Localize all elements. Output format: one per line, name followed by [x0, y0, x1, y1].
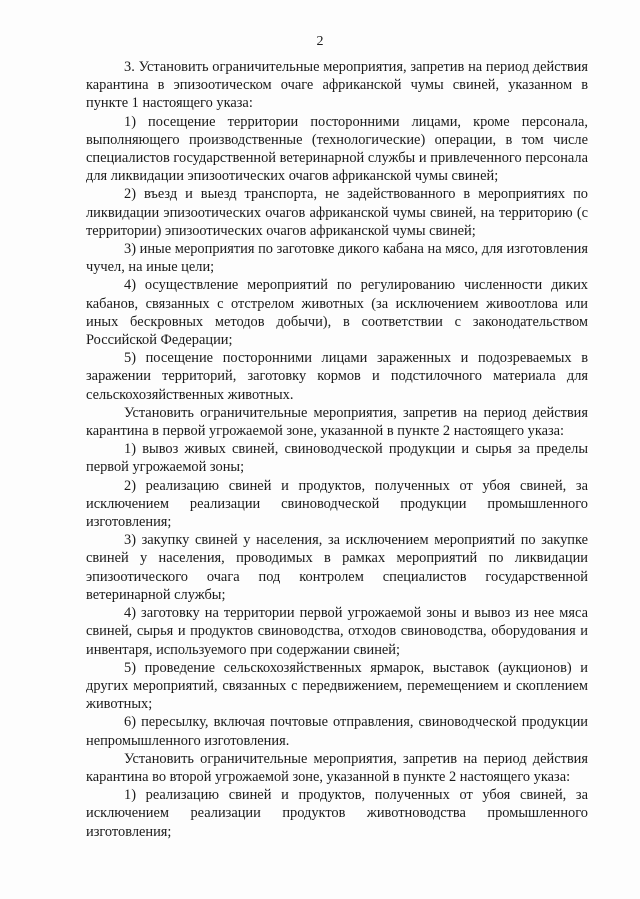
page-number: 2: [316, 34, 324, 49]
first-zone-item-3: 3) закупку свиней у населения, за исключением мероприятий по закупке свиней у населения, проводимых в рамках мероприятий по ликвидации эпизоотического очага под контролем специалистов государственной ветеринарной службы;: [86, 532, 588, 603]
first-zone-item-1: 1) вывоз живых свиней, свиноводческой продукции и сырья за пределы первой угрожаемой зоны;: [86, 441, 588, 476]
first-zone-item-6: 6) пересылку, включая почтовые отправления, свиноводческой продукции непромышленного изготовления.: [86, 714, 588, 749]
paragraph-3-item-5: 5) посещение посторонними лицами зараженных и подозреваемых в заражении территорий, заготовку кормов и подстилочного материала для сельскохозяйственных животных.: [86, 350, 588, 403]
paragraph-3-intro: 3. Установить ограничительные мероприятия, запретив на период действия карантина в эпизоотическом очаге африканской чумы свиней, указанном в пункте 1 настоящего указа:: [86, 59, 588, 112]
first-zone-item-4: 4) заготовку на территории первой угрожаемой зоны и вывоз из нее мяса свиней, сырья и продуктов свиноводства, отходов свиноводства, оборудования и инвентаря, используемого при содержании свиней;: [86, 605, 588, 658]
paragraph-3-item-3: 3) иные мероприятия по заготовке дикого кабана на мясо, для изготовления чучел, на иные цели;: [86, 241, 588, 276]
first-zone-item-5: 5) проведение сельскохозяйственных ярмарок, выставок (аукционов) и других мероприятий, связанных с передвижением, перемещением и скоплением животных;: [86, 659, 588, 713]
second-zone-intro: Установить ограничительные мероприятия, запретив на период действия карантина во второй угрожаемой зоне, указанной в пункте 2 настоящего указа:: [86, 750, 588, 785]
paragraph-3-item-2: 2) въезд и выезд транспорта, не задействованного в мероприятиях по ликвидации эпизоотических очагов африканской чумы свиней, на территорию (с территории) эпизоотических очагов африканской чумы свиней;: [86, 186, 588, 239]
first-zone-intro: Установить ограничительные мероприятия, запретив на период действия карантина в первой угрожаемой зоне, указанной в пункте 2 настоящего указа:: [86, 404, 588, 440]
document-body: [86, 58, 588, 841]
paragraph-3-item-1: 1) посещение территории посторонними лицами, кроме персонала, выполняющего производственные (технологические) операции, в том числе специалистов государственной ветеринарной службы и привлеченного персонала для ликвидации эпизоотических очагов африканской чумы свиней;: [86, 113, 588, 185]
second-zone-item-1: 1) реализацию свиней и продуктов, полученных от убоя свиней, за исключением реализации продуктов животноводства промышленного изготовления;: [86, 787, 588, 840]
first-zone-item-2: 2) реализацию свиней и продуктов, полученных от убоя свиней, за исключением реализации свиноводческой продукции промышленного изготовления;: [86, 477, 588, 531]
paragraph-3-item-4: 4) осуществление мероприятий по регулированию численности диких кабанов, связанных с отстрелом животных (за исключением живоотлова или иных бескровных методов добычи), в соответствии с законодательством Российской Федерации;: [86, 277, 588, 349]
